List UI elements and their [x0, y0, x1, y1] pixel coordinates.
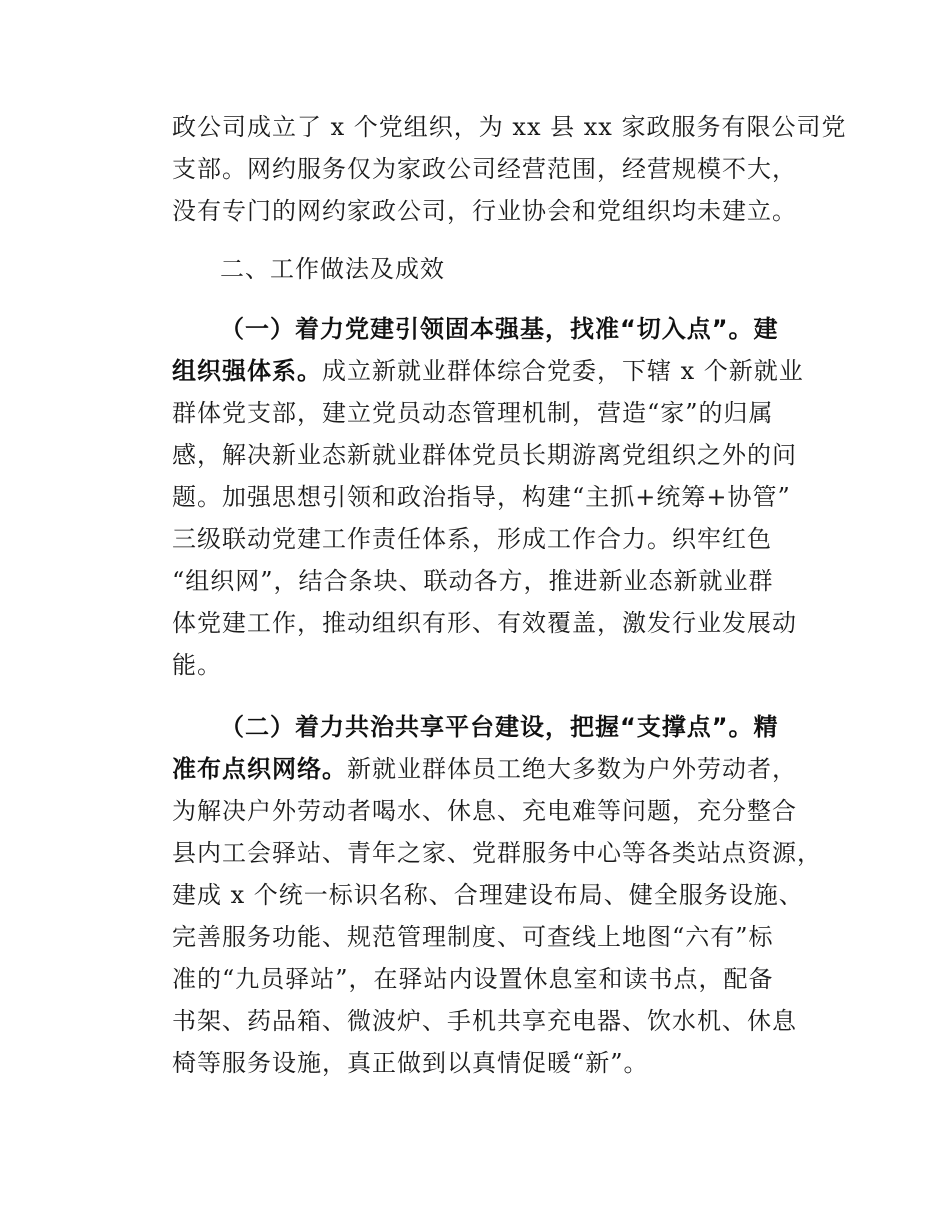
text-line: 体党建工作，推动组织有形、有效覆盖，激发行业发展动 — [172, 609, 797, 637]
intro-paragraph — [172, 106, 847, 232]
text-line — [172, 748, 812, 790]
text-line: 县内工会驿站、青年之家、党群服务中心等各类站点资源， — [172, 839, 822, 867]
text-line: 为解决户外劳动者喝水、休息、充电难等问题，充分整合 — [172, 797, 797, 825]
text-line: 支部。网约服务仅为家政公司经营范围，经营规模不大， — [172, 155, 797, 183]
text-line: 政公司成立了 x 个党组织，为 xx 县 xx 家政服务有限公司党 — [172, 113, 847, 141]
text-line: 没有专门的网约家政公司，行业协会和党组织均未建立。 — [172, 197, 797, 225]
text-line: 感，解决新业态新就业群体党员长期游离党组织之外的问 — [172, 441, 797, 469]
text-line: 椅等服务设施，真正做到以真情促暖“新”。 — [172, 1049, 649, 1077]
text-line: 群体党支部，建立党员动态管理机制，营造“家”的归属 — [172, 399, 774, 427]
text-line: 书架、药品箱、微波炉、手机共享充电器、饮水机、休息 — [172, 1007, 797, 1035]
paragraph-one-subheading: 组织强体系。 — [172, 357, 322, 385]
paragraph-one-heading: （一）着力党建引领固本强基，找准“切入点”。建 — [220, 315, 779, 343]
section-heading-block — [220, 248, 820, 290]
text-span: 成立新就业群体综合党委，下辖 x 个新就业 — [322, 357, 804, 385]
paragraph-one — [172, 308, 812, 686]
text-line: 题。加强思想引领和政治指导，构建“主抓+统筹+协管” — [172, 483, 791, 511]
paragraph-two-heading: （二）着力共治共享平台建设，把握“支撑点”。精 — [220, 713, 779, 741]
text-line: 准的“九员驿站”，在驿站内设置休息室和读书点，配备 — [172, 965, 774, 993]
text-line: 完善服务功能、规范管理制度、可查线上地图“六有”标 — [172, 923, 774, 951]
text-line — [172, 350, 812, 392]
section-heading: 二、工作做法及成效 — [220, 255, 445, 283]
text-line: “组织网”，结合条块、联动各方，推进新业态新就业群 — [172, 567, 774, 595]
paragraph-two-subheading: 准布点织网络。 — [172, 755, 347, 783]
paragraph-two — [172, 706, 822, 1084]
text-span: 新就业群体员工绝大多数为户外劳动者， — [347, 755, 797, 783]
text-line: 能。 — [172, 651, 222, 679]
text-line: 建成 x 个统一标识名称、合理建设布局、健全服务设施、 — [172, 881, 804, 909]
text-line: 三级联动党建工作责任体系，形成工作合力。织牢红色 — [172, 525, 772, 553]
